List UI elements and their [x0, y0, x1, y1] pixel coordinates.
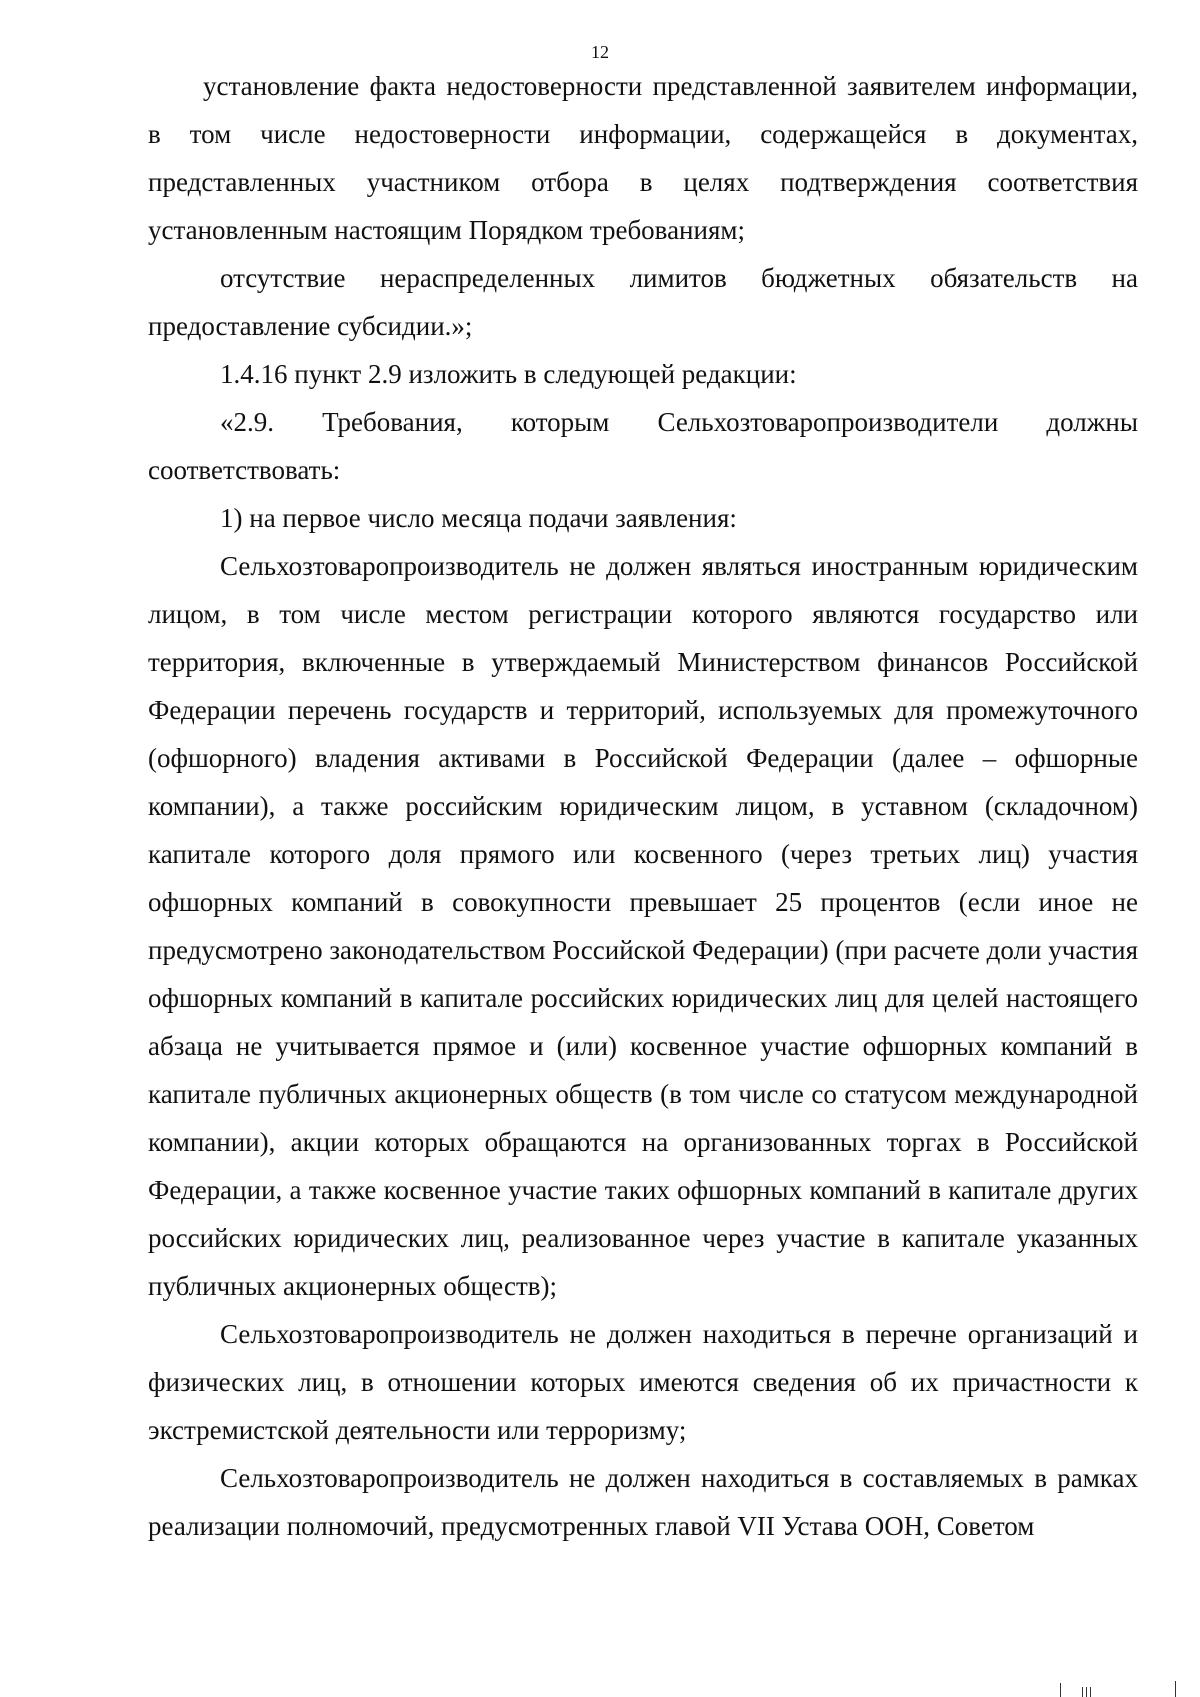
paragraph-2: отсутствие нераспределенных лимитов бюджетных обязательств на предоставление субсидии.»;	[148, 263, 1138, 341]
paragraph-7: Сельхозтоваропроизводитель не должен находиться в перечне организаций и физических лиц, в отношении которых имеются сведения об их причастности к экстремистской деятельности или терроризму;	[148, 1319, 1138, 1445]
paragraph-5: 1) на первое число месяца подачи заявления:	[220, 503, 737, 533]
page-number: 12	[591, 42, 609, 62]
paragraph-3: 1.4.16 пункт 2.9 изложить в следующей редакции:	[220, 359, 797, 389]
scan-artifact-mark	[1175, 1681, 1176, 1697]
document-body	[148, 62, 1138, 1550]
paragraph-4: «2.9. Требования, которым Сельхозтоваропроизводители должны соответствовать:	[148, 407, 1138, 485]
scan-artifact-mark	[1090, 1687, 1091, 1697]
scan-artifact-mark	[1060, 1683, 1061, 1697]
scan-artifact-mark	[1086, 1687, 1087, 1697]
scan-artifact-mark	[1082, 1687, 1083, 1697]
paragraph-6: Сельхозтоваропроизводитель не должен являться иностранным юридическим лицом, в том числе местом регистрации которого являются государство или территория, включенные в утверждаемый Министерством финансов Российской Федерации перечень государств и территорий, используемых для промежуточного (офшорного) владения активами в Российской Федерации (далее – офшорные компании), а также российским юридическим лицом, в уставном (складочном) капитале которого доля прямого или косвенного (через третьих лиц) участия офшорных компаний в совокупности превышает 25 процентов (если иное не предусмотрено законодательством Российской Федерации) (при расчете доли участия офшорных компаний в капитале российских юридических лиц для целей настоящего абзаца не учитывается прямое и (или) косвенное участие офшорных компаний в капитале публичных акционерных обществ (в том числе со статусом международной компании), акции которых обращаются на организованных торгах в Российской Федерации, а также косвенное участие таких офшорных компаний в капитале других российских юридических лиц, реализованное через участие в капитале указанных публичных акционерных обществ);	[148, 551, 1138, 1301]
paragraph-8: Сельхозтоваропроизводитель не должен находиться в составляемых в рамках реализации полномочий, предусмотренных главой VII Устава ООН, Советом	[148, 1463, 1138, 1541]
paragraph-1: установление факта недостоверности представленной заявителем информации, в том числе недостоверности информации, содержащейся в документах, представленных участником отбора в целях подтверждения соответствия установленным настоящим Порядком требованиям;	[148, 71, 1138, 245]
